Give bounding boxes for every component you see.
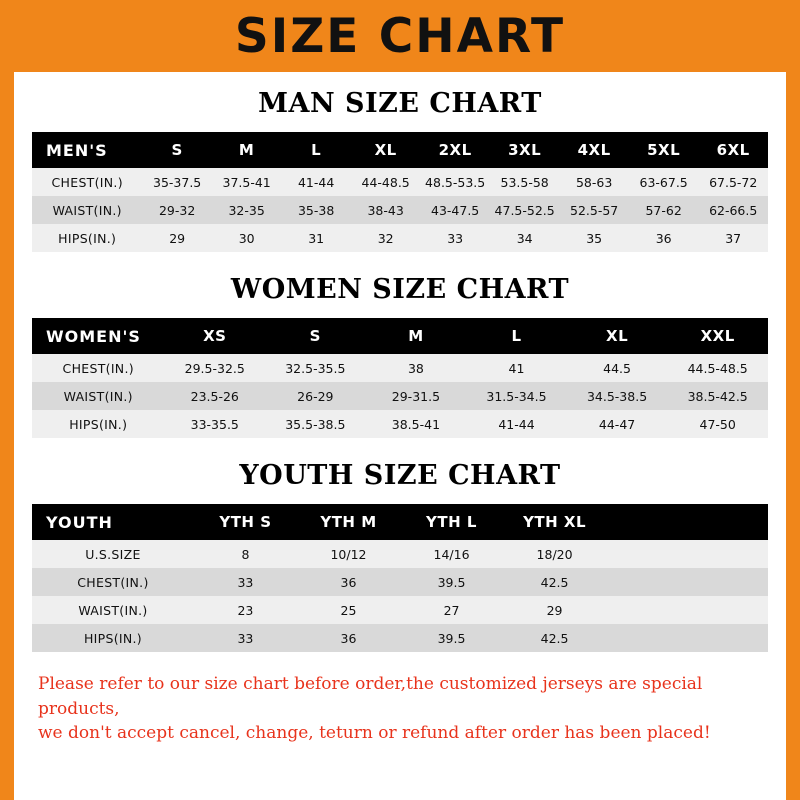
women-r1-c0: WAIST(IN.): [32, 382, 164, 410]
chart-content: [14, 72, 786, 800]
women-header-cell-4: L: [466, 318, 567, 354]
youth-r1-c5: [606, 568, 768, 596]
men-r1-c0: WAIST(IN.): [32, 196, 142, 224]
youth-size-table: [32, 504, 768, 652]
youth-r3-c0: HIPS(IN.): [32, 624, 194, 652]
men-r1-c5: 43-47.5: [420, 196, 490, 224]
youth-header-cell-4: YTH XL: [503, 504, 606, 540]
table-row: [32, 224, 768, 252]
women-header-cell-5: XL: [567, 318, 668, 354]
men-r2-c1: 29: [142, 224, 212, 252]
men-r0-c1: 35-37.5: [142, 168, 212, 196]
page-banner: [14, 0, 786, 72]
men-r0-c9: 67.5-72: [698, 168, 768, 196]
women-r0-c1: 29.5-32.5: [164, 354, 265, 382]
youth-r0-c5: [606, 540, 768, 568]
youth-header-cell-2: YTH M: [297, 504, 400, 540]
table-header-row: [32, 132, 768, 168]
order-policy-line-2: we don't accept cancel, change, teturn or refund after order has been placed!: [38, 723, 711, 744]
men-r0-c8: 63-67.5: [629, 168, 699, 196]
men-header-cell-3: L: [281, 132, 351, 168]
women-r2-c2: 35.5-38.5: [265, 410, 366, 438]
youth-header-cell-0: YOUTH: [32, 504, 194, 540]
men-r2-c3: 31: [281, 224, 351, 252]
youth-header-cell-5: [606, 504, 768, 540]
youth-r2-c3: 27: [400, 596, 503, 624]
youth-r0-c0: U.S.SIZE: [32, 540, 194, 568]
table-row: [32, 624, 768, 652]
men-r1-c1: 29-32: [142, 196, 212, 224]
youth-r2-c0: WAIST(IN.): [32, 596, 194, 624]
youth-r0-c1: 8: [194, 540, 297, 568]
women-table-body: [32, 354, 768, 438]
men-r2-c2: 30: [212, 224, 282, 252]
youth-r1-c4: 42.5: [503, 568, 606, 596]
women-size-table: [32, 318, 768, 438]
youth-header-cell-3: YTH L: [400, 504, 503, 540]
men-r0-c6: 53.5-58: [490, 168, 560, 196]
table-row: [32, 382, 768, 410]
men-r2-c4: 32: [351, 224, 421, 252]
men-size-table: [32, 132, 768, 252]
men-r0-c2: 37.5-41: [212, 168, 282, 196]
men-header-cell-1: S: [142, 132, 212, 168]
men-r0-c0: CHEST(IN.): [32, 168, 142, 196]
women-r2-c0: HIPS(IN.): [32, 410, 164, 438]
youth-r1-c1: 33: [194, 568, 297, 596]
women-r0-c4: 41: [466, 354, 567, 382]
women-r0-c2: 32.5-35.5: [265, 354, 366, 382]
men-r0-c4: 44-48.5: [351, 168, 421, 196]
women-r0-c6: 44.5-48.5: [667, 354, 768, 382]
women-header-cell-1: XS: [164, 318, 265, 354]
women-r2-c1: 33-35.5: [164, 410, 265, 438]
table-row: [32, 354, 768, 382]
women-r0-c0: CHEST(IN.): [32, 354, 164, 382]
men-header-cell-5: 2XL: [420, 132, 490, 168]
page-title: SIZE CHART: [234, 8, 566, 64]
youth-r3-c5: [606, 624, 768, 652]
youth-r0-c2: 10/12: [297, 540, 400, 568]
youth-r2-c4: 29: [503, 596, 606, 624]
table-row: [32, 596, 768, 624]
youth-r1-c3: 39.5: [400, 568, 503, 596]
table-row: [32, 568, 768, 596]
order-policy-note: [32, 672, 768, 746]
men-r1-c9: 62-66.5: [698, 196, 768, 224]
women-table-header: [32, 318, 768, 354]
order-policy-line-1: Please refer to our size chart before order,the customized jerseys are special products,: [38, 674, 703, 719]
men-r1-c4: 38-43: [351, 196, 421, 224]
women-section-title: WOMEN SIZE CHART: [230, 274, 570, 305]
women-r0-c3: 38: [366, 354, 467, 382]
men-r2-c8: 36: [629, 224, 699, 252]
youth-r3-c1: 33: [194, 624, 297, 652]
men-r1-c6: 47.5-52.5: [490, 196, 560, 224]
table-row: [32, 540, 768, 568]
men-r0-c3: 41-44: [281, 168, 351, 196]
women-r2-c3: 38.5-41: [366, 410, 467, 438]
men-section-title: MAN SIZE CHART: [258, 88, 542, 119]
women-r1-c4: 31.5-34.5: [466, 382, 567, 410]
youth-r3-c3: 39.5: [400, 624, 503, 652]
youth-section-title: YOUTH SIZE CHART: [239, 460, 561, 491]
men-header-cell-8: 5XL: [629, 132, 699, 168]
table-header-row: [32, 318, 768, 354]
men-r2-c0: HIPS(IN.): [32, 224, 142, 252]
youth-r2-c5: [606, 596, 768, 624]
youth-r1-c2: 36: [297, 568, 400, 596]
table-row: [32, 168, 768, 196]
men-header-cell-2: M: [212, 132, 282, 168]
women-header-cell-0: WOMEN'S: [32, 318, 164, 354]
men-r2-c5: 33: [420, 224, 490, 252]
youth-r0-c3: 14/16: [400, 540, 503, 568]
women-header-cell-6: XXL: [667, 318, 768, 354]
men-table-header: [32, 132, 768, 168]
men-header-cell-4: XL: [351, 132, 421, 168]
men-r0-c7: 58-63: [559, 168, 629, 196]
men-r1-c2: 32-35: [212, 196, 282, 224]
men-header-cell-0: MEN'S: [32, 132, 142, 168]
youth-r0-c4: 18/20: [503, 540, 606, 568]
men-table-body: [32, 168, 768, 252]
women-r2-c5: 44-47: [567, 410, 668, 438]
table-header-row: [32, 504, 768, 540]
men-header-cell-6: 3XL: [490, 132, 560, 168]
table-row: [32, 196, 768, 224]
youth-r2-c1: 23: [194, 596, 297, 624]
men-r1-c7: 52.5-57: [559, 196, 629, 224]
women-r1-c1: 23.5-26: [164, 382, 265, 410]
youth-header-cell-1: YTH S: [194, 504, 297, 540]
women-header-cell-3: M: [366, 318, 467, 354]
women-r0-c5: 44.5: [567, 354, 668, 382]
women-r1-c2: 26-29: [265, 382, 366, 410]
youth-table-body: [32, 540, 768, 652]
youth-r2-c2: 25: [297, 596, 400, 624]
youth-r3-c4: 42.5: [503, 624, 606, 652]
women-r1-c5: 34.5-38.5: [567, 382, 668, 410]
men-r1-c8: 57-62: [629, 196, 699, 224]
women-r2-c4: 41-44: [466, 410, 567, 438]
youth-r1-c0: CHEST(IN.): [32, 568, 194, 596]
men-header-cell-9: 6XL: [698, 132, 768, 168]
women-header-cell-2: S: [265, 318, 366, 354]
men-header-cell-7: 4XL: [559, 132, 629, 168]
table-row: [32, 410, 768, 438]
women-r2-c6: 47-50: [667, 410, 768, 438]
women-r1-c6: 38.5-42.5: [667, 382, 768, 410]
men-r2-c6: 34: [490, 224, 560, 252]
men-r1-c3: 35-38: [281, 196, 351, 224]
men-r0-c5: 48.5-53.5: [420, 168, 490, 196]
men-r2-c9: 37: [698, 224, 768, 252]
men-r2-c7: 35: [559, 224, 629, 252]
women-r1-c3: 29-31.5: [366, 382, 467, 410]
youth-r3-c2: 36: [297, 624, 400, 652]
youth-table-header: [32, 504, 768, 540]
